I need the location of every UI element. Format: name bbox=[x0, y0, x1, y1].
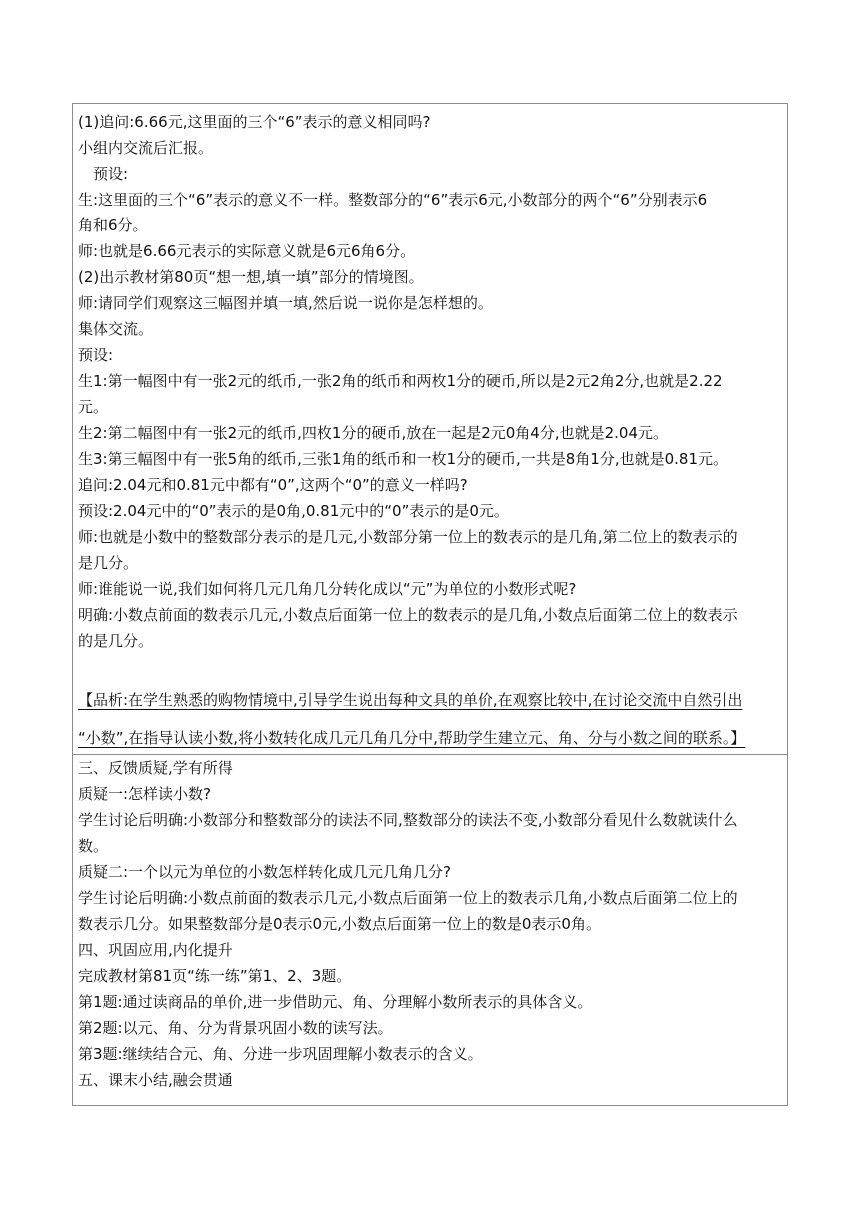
text-line: 数表示几分。如果整数部分是0表示0元,小数点后面第一位上的数是0表示0角。 bbox=[78, 915, 601, 933]
text-line: 预设: bbox=[78, 346, 114, 364]
section-heading: 五、课末小结,融会贯通 bbox=[78, 1071, 233, 1089]
text-line: 元。 bbox=[78, 398, 109, 416]
text-line: 数。 bbox=[78, 837, 109, 855]
text-line: (1)追问:6.66元,这里面的三个“6”表示的意义相同吗? bbox=[78, 113, 431, 131]
text-line: 集体交流。 bbox=[78, 320, 154, 338]
text-line: 学生讨论后明确:小数点前面的数表示几元,小数点后面第一位上的数表示几角,小数点后面第二位上的 bbox=[78, 889, 738, 907]
analysis-note: “小数”,在指导认读小数,将小数转化成几元几角几分中,帮助学生建立元、角、分与小数之间的联系。】 bbox=[78, 729, 746, 747]
text-line: 生1:第一幅图中有一张2元的纸币,一张2角的纸币和两枚1分的硬币,所以是2元2角2分,也就是2.22 bbox=[78, 372, 723, 390]
divider bbox=[72, 754, 788, 755]
text-line: 的是几分。 bbox=[78, 632, 154, 650]
text-line: 角和6分。 bbox=[78, 216, 148, 234]
section-heading: 三、反馈质疑,学有所得 bbox=[78, 759, 233, 777]
text-line: (2)出示教材第80页“想一想,填一填”部分的情境图。 bbox=[78, 268, 424, 286]
text-line: 第3题:继续结合元、角、分进一步巩固理解小数表示的含义。 bbox=[78, 1045, 483, 1063]
text-line: 完成教材第81页“练一练”第1、2、3题。 bbox=[78, 967, 352, 985]
text-line: 生:这里面的三个“6”表示的意义不一样。整数部分的“6”表示6元,小数部分的两个“6”分别表示6 bbox=[78, 191, 708, 209]
text-line: 明确:小数点前面的数表示几元,小数点后面第一位上的数表示的是几角,小数点后面第二位上的数表示 bbox=[78, 606, 738, 624]
text-line: 生2:第二幅图中有一张2元的纸币,四枚1分的硬币,放在一起是2元0角4分,也就是2.04元。 bbox=[78, 424, 669, 442]
text-line: 第1题:通过读商品的单价,进一步借助元、角、分理解小数所表示的具体含义。 bbox=[78, 993, 593, 1011]
text-line: 质疑二:一个以元为单位的小数怎样转化成几元几角几分? bbox=[78, 863, 452, 881]
text-line: 是几分。 bbox=[78, 554, 139, 572]
text-line: 师:也就是6.66元表示的实际意义就是6元6角6分。 bbox=[78, 242, 416, 260]
text-line: 预设:2.04元中的“0”表示的是0角,0.81元中的“0”表示的是0元。 bbox=[78, 502, 509, 520]
text-line: 预设: bbox=[78, 165, 129, 183]
text-line: 师:谁能说一说,我们如何将几元几角几分转化成以“元”为单位的小数形式呢? bbox=[78, 580, 577, 598]
text-line: 第2题:以元、角、分为背景巩固小数的读写法。 bbox=[78, 1019, 393, 1037]
text-line: 追问:2.04元和0.81元中都有“0”,这两个“0”的意义一样吗? bbox=[78, 476, 468, 494]
analysis-note: 【品析:在学生熟悉的购物情境中,引导学生说出每种文具的单价,在观察比较中,在讨论交流中自然引出 bbox=[78, 691, 743, 709]
text-line: 师:请同学们观察这三幅图并填一填,然后说一说你是怎样想的。 bbox=[78, 294, 493, 312]
text-line: 生3:第三幅图中有一张5角的纸币,三张1角的纸币和一枚1分的硬币,一共是8角1分,也就是0.81元。 bbox=[78, 450, 729, 468]
text-line: 小组内交流后汇报。 bbox=[78, 139, 214, 157]
section-heading: 四、巩固应用,内化提升 bbox=[78, 941, 233, 959]
text-line: 质疑一:怎样读小数? bbox=[78, 785, 212, 803]
text-line: 学生讨论后明确:小数部分和整数部分的读法不同,整数部分的读法不变,小数部分看见什么数就读什么 bbox=[78, 811, 738, 829]
text-line: 师:也就是小数中的整数部分表示的是几元,小数部分第一位上的数表示的是几角,第二位上的数表示的 bbox=[78, 528, 738, 546]
